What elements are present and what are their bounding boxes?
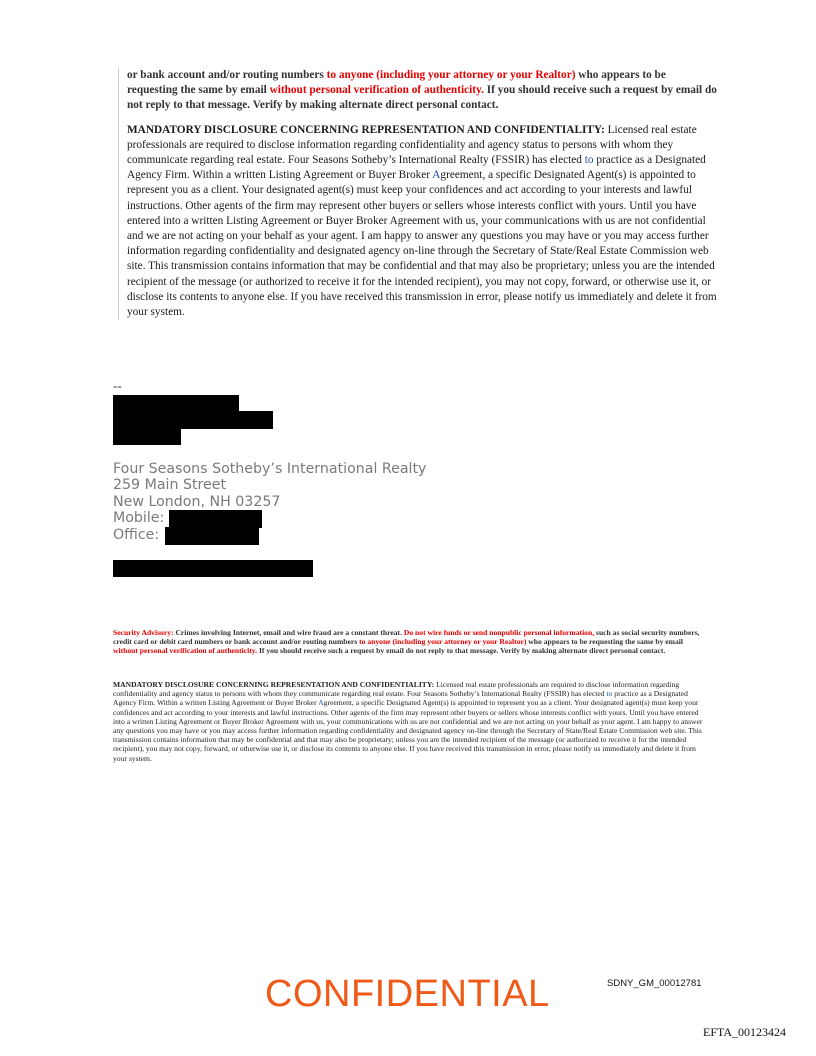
confidential-stamp: CONFIDENTIAL: [265, 973, 550, 1015]
office-label: Office:: [113, 526, 160, 543]
advisory-text: Crimes involving Internet, email and wire fraud are a constant threat.: [173, 628, 404, 637]
disclosure-heading: MANDATORY DISCLOSURE CONCERNING REPRESENTATION AND CONFIDENTIALITY:: [127, 123, 605, 136]
footer-security-advisory: [113, 628, 705, 656]
advisory-warning: Do not wire funds or send nonpublic personal information,: [403, 628, 595, 637]
redaction-bar: [169, 510, 262, 528]
mobile-label: Mobile:: [113, 510, 165, 527]
disclosure-text: greement, a specific Designated Agent(s) is appointed to represent you as a client. Your designated agent(s) must keep your confidences and act according to your interests and lawful instructions. Other agents of the firm may represent other buyers or sellers whose interests conflict with yours. Until you have entered into a written Listing Agreement or Buyer Broker Agreement with us, your communications with us are not confidential and we are not acting on your behalf as your agent. I am happy to answer any questions you may have or you may access further information regarding confidentiality and designated agency on-line through the Secretary of State/Real Estate Commission web site. This transmission contains information that may be confidential and that may also be proprietary; unless you are the intended recipient of the message (or authorized to receive it for the intended recipient), you may not copy, forward, or otherwise use it, or disclose its contents to anyone else. If you have received this transmission in error, please notify us immediately and delete it from your system.: [113, 698, 703, 763]
signature-city: New London, NH 03257: [113, 493, 281, 510]
redaction-bar: [113, 395, 239, 412]
redaction-bar: [113, 560, 313, 577]
disclosure-text: to: [584, 154, 594, 167]
advisory-warning: to anyone (including your attorney or your Realtor): [326, 69, 576, 81]
advisory-text: who appears to be requesting the same by email: [526, 637, 683, 647]
disclosure-text: A: [432, 169, 441, 182]
signature-company: Four Seasons Sotheby’s International Realty: [113, 461, 427, 477]
quoted-disclosure: [127, 123, 717, 321]
quoted-reply-block: [118, 68, 717, 320]
advisory-text: If you should receive such a request by email do not reply to that message. Verify by making alternate direct personal contact.: [127, 84, 717, 112]
signature-street: 259 Main Street: [113, 477, 227, 494]
redaction-bar: [113, 411, 273, 429]
redaction-bar: [165, 527, 259, 545]
signature-separator: --: [113, 378, 122, 393]
disclosure-text: to: [606, 689, 613, 699]
advisory-warning: without personal verification of authenticity.: [269, 84, 484, 97]
advisory-text: such as social security numbers, credit card or debit card numbers or bank account and/or routing numbers: [113, 628, 700, 647]
disclosure-text: practice as a Designated Agency Firm. Within a written Listing Agreement or Buyer Broker: [127, 154, 706, 182]
advisory-warning: without personal verification of authenticity.: [113, 646, 258, 656]
disclosure-text: practice as a Designated Agency Firm. Within a written Listing Agreement or Buyer Broker: [113, 689, 688, 708]
efta-number: EFTA_00123424: [703, 1025, 787, 1039]
disclosure-text: greement, a specific Designated Agent(s) is appointed to represent you as a client. Your designated agent(s) must keep your confidences and act according to your interests and lawful instructions. Other agents of the firm may represent other buyers or sellers whose interests conflict with yours. Until you have entered into a written Listing Agreement or Buyer Broker Agreement with us, your communications with us are not confidential and we are not acting on your behalf as your agent. I am happy to answer any questions you may have or you may access further information regarding confidentiality and designated agency on-line through the Secretary of State/Real Estate Commission web site. This transmission contains information that may be confidential and that may also be proprietary; unless you are the intended recipient of the message (or authorized to receive it for the intended recipient), you may not copy, forward, or otherwise use it, or disclose its contents to anyone else. If you have received this transmission in error, please notify us immediately and delete it from your system.: [127, 169, 717, 319]
redaction-bar: [113, 428, 181, 445]
quoted-security-advisory: [127, 68, 717, 114]
advisory-text: If you should receive such a request by email do not reply to that message. Verify by making alternate direct personal contact.: [257, 646, 666, 656]
disclosure-text: A: [318, 698, 324, 708]
footer-disclosure: [113, 680, 705, 763]
bates-number: SDNY_GM_00012781: [607, 978, 702, 989]
advisory-warning: to anyone (including your attorney or your Realtor): [359, 637, 527, 647]
advisory-text: who appears to be requesting the same by email: [127, 69, 666, 97]
disclosure-text: Licensed real estate professionals are required to disclose information regarding confidentiality and agency status to persons with whom they communicate regarding real estate. Four Seasons Sotheby’s International Realty (FSSIR) has elected: [127, 123, 697, 167]
signature-office: [113, 527, 426, 543]
advisory-label: Security Advisory:: [113, 628, 174, 637]
disclosure-text: Licensed real estate professionals are required to disclose information regarding confidentiality and agency status to persons with whom they communicate regarding real estate. Four Seasons Sotheby’s International Realty (FSSIR) has elected: [113, 680, 680, 699]
email-signature: [113, 461, 426, 543]
signature-mobile: [113, 510, 426, 526]
advisory-text: or bank account and/or routing numbers: [127, 69, 327, 81]
disclosure-heading: MANDATORY DISCLOSURE CONCERNING REPRESENTATION AND CONFIDENTIALITY:: [113, 680, 435, 689]
